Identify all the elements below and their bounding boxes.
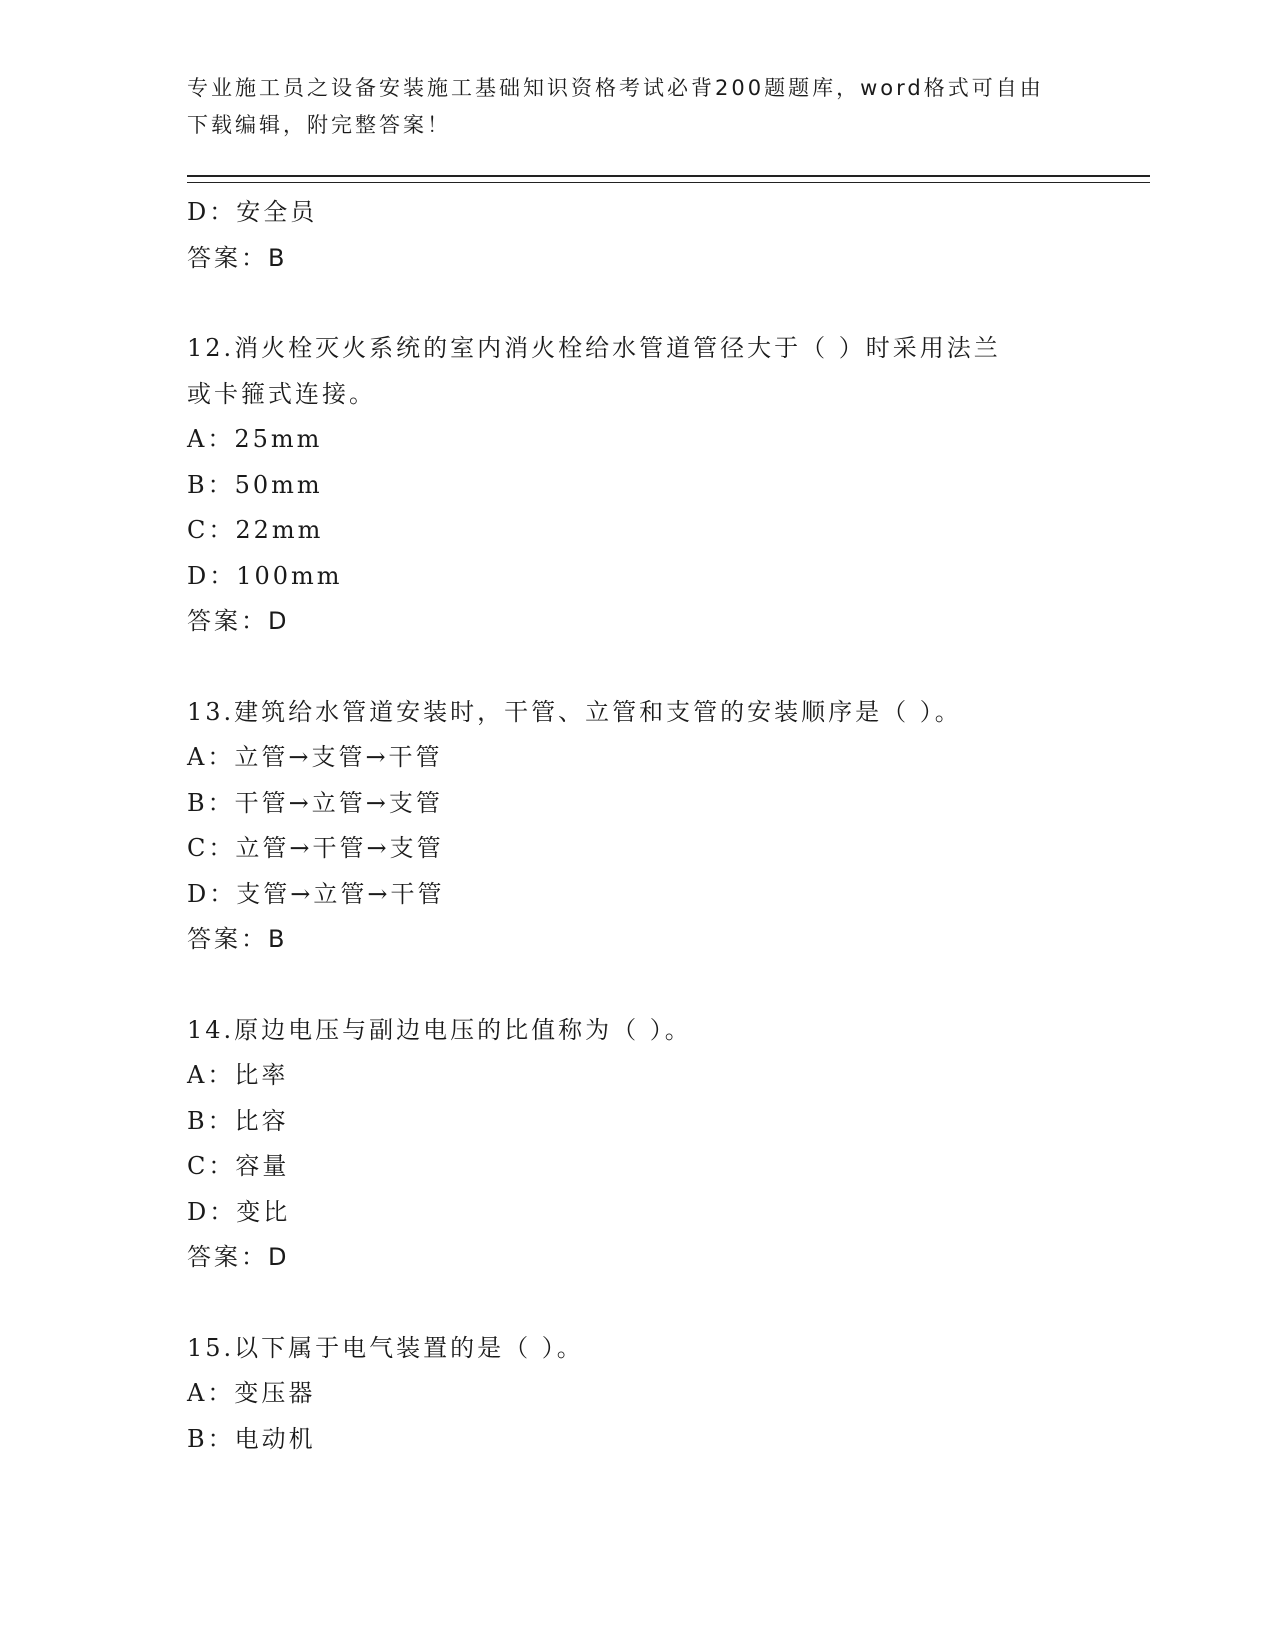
- question-stem-continued: 或卡箍式连接。: [187, 379, 376, 408]
- header-divider-thin: [187, 182, 1150, 183]
- option-b: B：比容: [187, 1106, 289, 1135]
- question-stem: 12.消火栓灭火系统的室内消火栓给水管道管径大于（ ）时采用法兰: [187, 334, 1001, 362]
- option-a: A：变压器: [187, 1379, 316, 1407]
- spacer: [187, 281, 1087, 326]
- answer-line: 答案：D: [187, 607, 290, 635]
- question-stem: 14.原边电压与副边电压的比值称为（ ）。: [187, 1015, 692, 1044]
- option-a: A：25mm: [187, 425, 323, 453]
- spacer: [187, 963, 1087, 1008]
- option-c: C：容量: [187, 1152, 290, 1180]
- question-15: [187, 1326, 1087, 1463]
- question-14: [187, 1008, 1087, 1281]
- option-b: B：电动机: [187, 1424, 316, 1453]
- option-c: C：22mm: [187, 516, 324, 544]
- spacer: [187, 1281, 1087, 1326]
- option-d: D：支管→立管→干管: [187, 879, 445, 908]
- question-stem: 15.以下属于电气装置的是（ ）。: [187, 1333, 584, 1362]
- option-d: D：变比: [187, 1197, 291, 1226]
- option-a: A：比率: [187, 1061, 289, 1089]
- answer-line: 答案：B: [187, 243, 288, 272]
- answer-line: 答案：B: [187, 925, 288, 953]
- header-line-1: 专业施工员之设备安装施工基础知识资格考试必背200题题库，word格式可自由: [187, 76, 1044, 100]
- question-list: [187, 190, 1087, 1462]
- option-b: B：50mm: [187, 470, 323, 499]
- option-d: D：安全员: [187, 198, 318, 226]
- spacer: [187, 645, 1087, 690]
- header-line-2: 下载编辑，附完整答案！: [187, 113, 451, 137]
- option-b: B：干管→立管→支管: [187, 788, 443, 817]
- document-header: [187, 70, 1067, 144]
- question-11-tail: [187, 190, 1087, 281]
- option-d: D：100mm: [187, 561, 343, 590]
- question-12: [187, 326, 1087, 645]
- answer-line: 答案：D: [187, 1243, 290, 1271]
- option-a: A：立管→支管→干管: [187, 743, 443, 771]
- question-stem: 13.建筑给水管道安装时，干管、立管和支管的安装顺序是（ ）。: [187, 697, 962, 726]
- option-c: C：立管→干管→支管: [187, 834, 444, 862]
- question-13: [187, 690, 1087, 963]
- header-divider-thick: [187, 175, 1150, 177]
